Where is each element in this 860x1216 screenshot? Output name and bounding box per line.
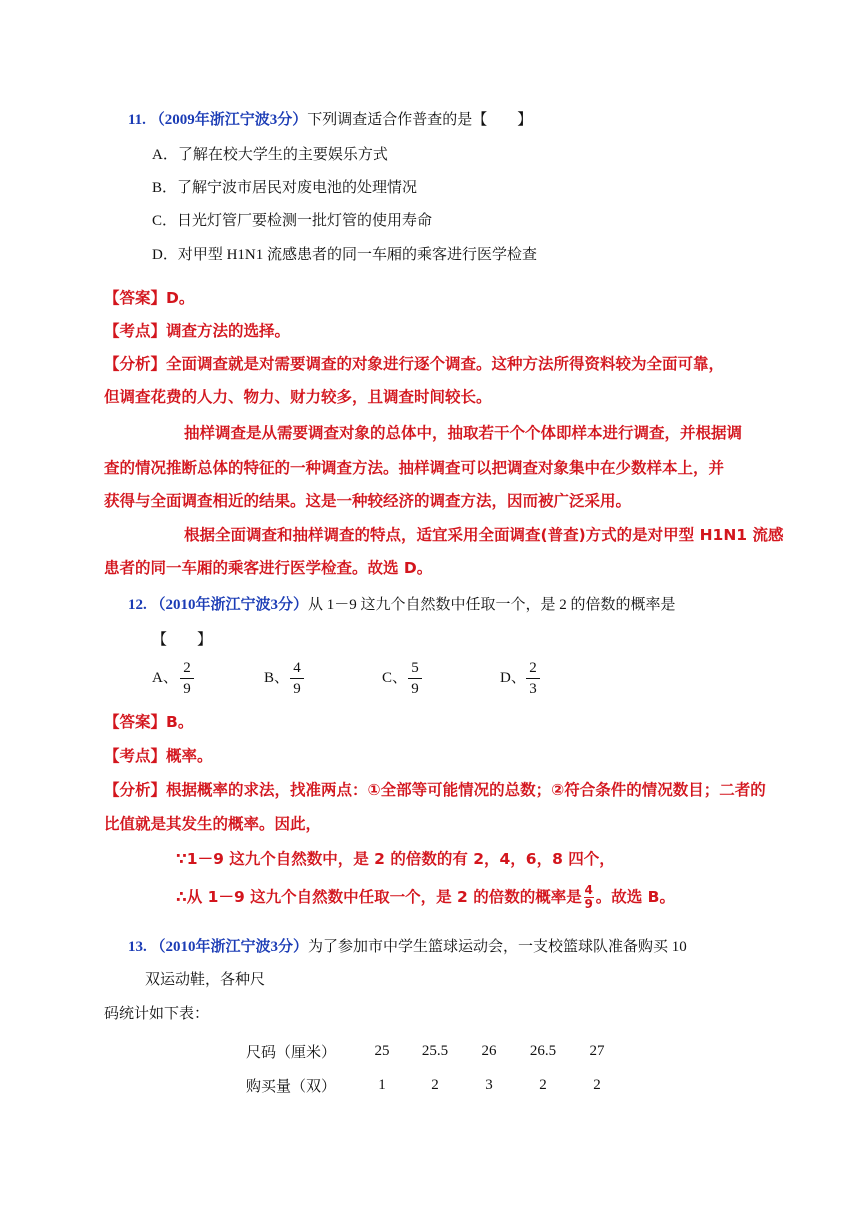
q12-answer [104, 712, 193, 732]
q13-stem-line-2: 双运动鞋，各种尺 [145, 972, 266, 988]
q12-stem: 从 1－9 这九个自然数中任取一个，是 2 的倍数的概率是 [308, 597, 676, 613]
q12-answer-value: B。 [166, 713, 194, 731]
q11-option-c: C．日光灯管厂要检测一批灯管的使用寿命 [152, 213, 433, 229]
q13-count-cell: 3 [485, 1076, 493, 1093]
q13-count-cell: 1 [378, 1076, 386, 1093]
q13-size-table [246, 1034, 622, 1102]
q12-option-a-label: A、 [152, 670, 178, 686]
q13-size-label: 尺码（厘米） [246, 1044, 337, 1061]
q12-option-a-numerator: 2 [183, 660, 191, 676]
q13-count-label: 购买量（双） [246, 1078, 337, 1095]
q11-answer-value: D。 [166, 289, 195, 307]
q13-size-cell: 25 [374, 1042, 390, 1059]
q12-option-d-label: D、 [500, 670, 526, 686]
q12-option-c-label: C、 [382, 670, 408, 686]
q12-option-c-numerator: 5 [411, 660, 419, 676]
q12-source: （2010年浙江宁波3分） [150, 597, 309, 613]
q12-final-denominator: 9 [584, 897, 593, 911]
q12-analysis-line-2: 比值就是其发生的概率。因此， [104, 815, 322, 833]
q11-analysis-line-2: 但调查花费的人力、物力、财力较多，且调查时间较长。 [104, 388, 492, 406]
q12-option-b-fraction [290, 658, 304, 699]
q13-count-cell: 2 [593, 1076, 601, 1093]
q13-number: 13. [128, 939, 147, 955]
q12-bracket: 【 】 [152, 632, 213, 648]
q11-option-b: B．了解宁波市居民对废电池的处理情况 [152, 180, 418, 196]
q13-count-cell: 2 [539, 1076, 547, 1093]
q12-analysis-line-4 [176, 884, 675, 911]
q13-count-cell: 2 [431, 1076, 439, 1093]
q13-stem: 为了参加市中学生篮球运动会，一支校篮球队准备购买 10 [308, 939, 687, 955]
q13-stem-line [128, 937, 687, 957]
q13-size-cell: 25.5 [421, 1042, 449, 1059]
q11-analysis-tag: 【分析】 [104, 355, 167, 373]
q12-option-a-fraction [180, 658, 194, 699]
q13-stem-line-3: 码统计如下表： [104, 1006, 210, 1022]
q11-point-value: 调查方法的选择。 [166, 322, 291, 340]
q11-analysis-line-4: 查的情况推断总体的特征的一种调查方法。抽样调查可以把调查对象集中在少数样本上，并 [104, 459, 725, 477]
q11-point [104, 321, 290, 341]
q12-point-tag: 【考点】 [104, 747, 167, 765]
q12-option-c-fraction [408, 658, 422, 699]
q11-stem-line [128, 110, 532, 130]
q12-analysis-tag: 【分析】 [104, 781, 167, 799]
q12-option-b-numerator: 4 [293, 660, 301, 676]
q13-size-cell: 26.5 [529, 1042, 557, 1059]
q13-size-cell: 27 [589, 1042, 605, 1059]
q12-answer-tag: 【答案】 [104, 713, 167, 731]
q11-analysis-line-3: 抽样调查是从需要调查对象的总体中，抽取若干个个体即样本进行调查，并根据调 [184, 424, 743, 442]
q12-point-value: 概率。 [166, 747, 213, 765]
q12-option-a-denominator: 9 [183, 681, 191, 697]
table-row [246, 1034, 622, 1068]
q12-final-fraction [584, 884, 594, 911]
q12-analysis-line-3: ∵1－9 这九个自然数中，是 2 的倍数的有 2，4，6，8 四个， [176, 850, 615, 868]
q12-number: 12. [128, 597, 147, 613]
q13-source: （2010年浙江宁波3分） [150, 939, 309, 955]
q11-answer-tag: 【答案】 [104, 289, 167, 307]
q11-analysis-line-5: 获得与全面调查相近的结果。这是一种较经济的调查方法，因而被广泛采用。 [104, 492, 632, 510]
q12-option-d-fraction [526, 658, 540, 699]
q12-analysis-line-1 [104, 780, 766, 800]
q12-point [104, 746, 213, 766]
q11-analysis-line-7: 患者的同一车厢的乘客进行医学检查。故选 D。 [104, 559, 433, 577]
q12-final-numerator: 4 [584, 883, 593, 897]
q12-option-c-denominator: 9 [411, 681, 419, 697]
q11-analysis-line-1 [104, 354, 724, 374]
q12-option-b-denominator: 9 [293, 681, 301, 697]
q11-answer [104, 288, 194, 308]
q11-option-a: A．了解在校大学生的主要娱乐方式 [152, 147, 388, 163]
q12-stem-line [128, 595, 676, 615]
q11-number: 11. [128, 112, 146, 128]
q12-option-d-denominator: 3 [529, 681, 537, 697]
q12-option-d-numerator: 2 [529, 660, 537, 676]
q12-analysis-text-1: 根据概率的求法，找准两点：①全部等可能情况的总数；②符合条件的情况数目；二者的 [166, 781, 766, 799]
q11-analysis-line-6: 根据全面调查和抽样调查的特点，适宜采用全面调查(普查)方式的是对甲型 H1N1 流感 [184, 526, 784, 544]
q11-analysis-text-1: 全面调查就是对需要调查的对象进行逐个调查。这种方法所得资料较为全面可靠， [166, 355, 725, 373]
q12-option-b-label: B、 [264, 670, 290, 686]
q12-final-tail: 。故选 B。 [595, 888, 675, 906]
q11-stem: 下列调查适合作普查的是【 】 [307, 112, 533, 128]
q11-point-tag: 【考点】 [104, 322, 167, 340]
q12-analysis-text-4: ∴从 1－9 这九个自然数中任取一个，是 2 的倍数的概率是 [176, 888, 582, 906]
table-row [246, 1068, 622, 1102]
q11-source: （2009年浙江宁波3分） [149, 112, 308, 128]
q13-size-cell: 26 [481, 1042, 497, 1059]
q11-option-d: D．对甲型 H1N1 流感患者的同一车厢的乘客进行医学检查 [152, 247, 537, 263]
